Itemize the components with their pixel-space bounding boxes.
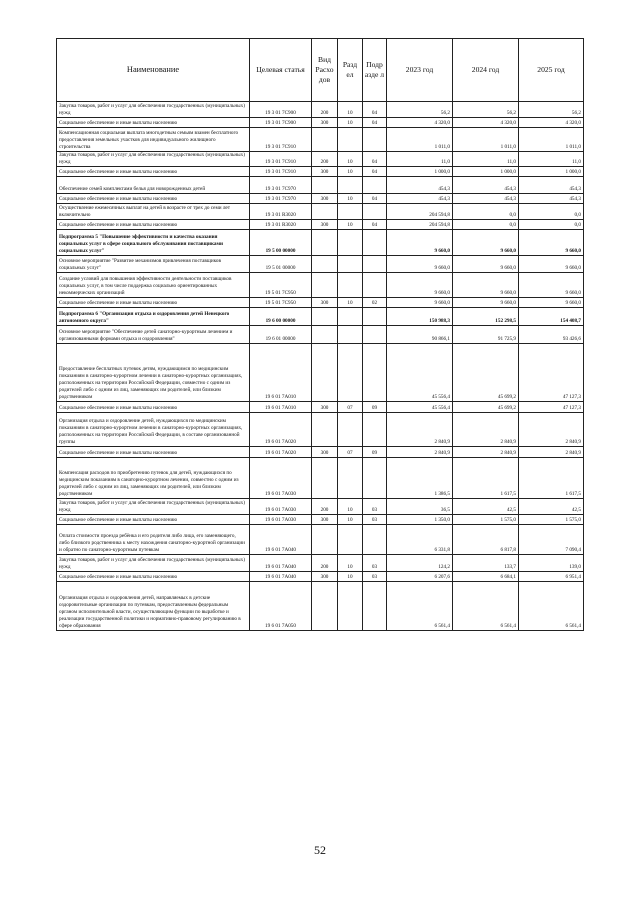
- cell-y2023: 204 594,8: [387, 204, 453, 220]
- cell-y2025: 139,0: [519, 555, 584, 572]
- table-row: [57, 230, 584, 256]
- table-row: [57, 256, 584, 273]
- cell-name: Основное мероприятие "Обеспечение детей санаторно-курортным лечением и организованными формами отдыха и оздоровления": [57, 326, 250, 344]
- cell-code: 19 3 01 7С910: [250, 152, 312, 167]
- cell-name: Закупка товаров, работ и услуг для обеспечения государственных (муниципальных) нужд: [57, 102, 250, 118]
- cell-code: 19 6 01 7А030: [250, 499, 312, 515]
- cell-podr: 03: [363, 499, 387, 515]
- cell-y2024: 4 320,0: [453, 118, 519, 128]
- header-2023: 2023 год: [387, 39, 453, 102]
- cell-y2023: 6 561,4: [387, 582, 453, 631]
- cell-y2023: 124,2: [387, 555, 453, 572]
- cell-vid: 200: [312, 555, 338, 572]
- cell-name: Социальное обеспечение и иные выплаты населению: [57, 402, 250, 413]
- cell-y2024: 454,3: [453, 194, 519, 204]
- cell-vid: [312, 128, 338, 152]
- cell-code: 19 3 01 7С900: [250, 102, 312, 118]
- cell-vid: [312, 413, 338, 447]
- cell-y2025: 1 617,5: [519, 458, 584, 499]
- cell-code: 19 5 01 7С950: [250, 273, 312, 298]
- cell-name: Организация отдыха и оздоровление детей, нуждающихся по медицинским показаниям в санаторно-курортном лечении в санаторно-курортных организациях, расположенных на территории Российской Федерации, в составе организованной группы: [57, 413, 250, 447]
- table-row: [57, 447, 584, 458]
- cell-name: Подпрограмма 5 "Повышение эффективности и качества оказания социальных услуг в сфере социального обслуживания поставщиками социальных услуг": [57, 230, 250, 256]
- cell-code: 19 6 01 7А040: [250, 525, 312, 555]
- cell-razd: 10: [338, 118, 363, 128]
- cell-name: Осуществление ежемесячных выплат на детей в возрасте от трех до семи лет включительно: [57, 204, 250, 220]
- table-row: [57, 458, 584, 499]
- cell-y2024: 1 011,0: [453, 128, 519, 152]
- cell-podr: [363, 582, 387, 631]
- cell-y2024: 152 298,5: [453, 308, 519, 326]
- cell-name: Основное мероприятие "Развитие механизмов привлечения поставщиков социальных услуг": [57, 256, 250, 273]
- cell-razd: [338, 128, 363, 152]
- cell-y2025: 1 000,0: [519, 167, 584, 177]
- cell-y2025: 11,0: [519, 152, 584, 167]
- cell-code: 19 5 01 00000: [250, 256, 312, 273]
- cell-podr: 04: [363, 152, 387, 167]
- cell-y2023: 90 866,1: [387, 326, 453, 344]
- table-row: [57, 177, 584, 194]
- cell-razd: [338, 256, 363, 273]
- header-2024: 2024 год: [453, 39, 519, 102]
- cell-y2023: 1 350,0: [387, 515, 453, 525]
- cell-y2023: 454,3: [387, 177, 453, 194]
- cell-y2025: 0,0: [519, 204, 584, 220]
- cell-y2024: 6 817,8: [453, 525, 519, 555]
- cell-y2025: 47 127,3: [519, 402, 584, 413]
- cell-podr: 04: [363, 194, 387, 204]
- cell-y2023: 6 207,6: [387, 572, 453, 582]
- cell-code: 19 6 01 7А040: [250, 572, 312, 582]
- header-2025: 2025 год: [519, 39, 584, 102]
- cell-vid: [312, 458, 338, 499]
- cell-y2024: 42,5: [453, 499, 519, 515]
- table-row: [57, 167, 584, 177]
- cell-vid: 300: [312, 118, 338, 128]
- cell-podr: 02: [363, 298, 387, 308]
- cell-code: 19 3 01 R3020: [250, 220, 312, 230]
- cell-name: Организация отдыха и оздоровления детей, направляемых в детские оздоровительные организации по путевкам, предоставленным федеральным органом исполнительной власти, осуществляющим функции по выработке и реализации государственной политики и нормативно-правовому регулированию в сфере образования: [57, 582, 250, 631]
- table-header-row: [57, 39, 584, 102]
- table-row: [57, 555, 584, 572]
- cell-razd: [338, 458, 363, 499]
- cell-y2024: 9 660,0: [453, 256, 519, 273]
- cell-code: 19 6 01 7А010: [250, 344, 312, 402]
- cell-name: Подпрограмма 6 "Организация отдыха и оздоровления детей Ненецкого автономного округа": [57, 308, 250, 326]
- cell-y2025: 7 090,4: [519, 525, 584, 555]
- cell-razd: [338, 204, 363, 220]
- cell-y2023: 2 840,9: [387, 447, 453, 458]
- cell-name: Социальное обеспечение и иные выплаты населению: [57, 515, 250, 525]
- cell-vid: [312, 525, 338, 555]
- cell-code: 19 6 01 7А020: [250, 447, 312, 458]
- cell-razd: [338, 525, 363, 555]
- cell-y2024: 11,0: [453, 152, 519, 167]
- cell-y2024: 6 684,1: [453, 572, 519, 582]
- cell-vid: 200: [312, 499, 338, 515]
- cell-vid: 300: [312, 298, 338, 308]
- cell-vid: 300: [312, 167, 338, 177]
- cell-razd: 10: [338, 167, 363, 177]
- cell-y2025: 9 660,0: [519, 230, 584, 256]
- cell-y2025: 93 426,6: [519, 326, 584, 344]
- cell-vid: [312, 326, 338, 344]
- cell-y2024: 1 617,5: [453, 458, 519, 499]
- cell-y2024: 56,2: [453, 102, 519, 118]
- cell-razd: [338, 177, 363, 194]
- cell-y2024: 9 660,0: [453, 273, 519, 298]
- cell-y2024: 91 725,9: [453, 326, 519, 344]
- cell-y2025: 2 840,9: [519, 447, 584, 458]
- cell-podr: [363, 458, 387, 499]
- cell-y2023: 11,0: [387, 152, 453, 167]
- table-row: [57, 326, 584, 344]
- cell-y2023: 1 000,0: [387, 167, 453, 177]
- cell-razd: 10: [338, 220, 363, 230]
- table-body: [57, 102, 584, 631]
- cell-y2025: 454,3: [519, 194, 584, 204]
- header-name: Наименование: [57, 39, 250, 102]
- cell-name: Социальное обеспечение и иные выплаты населению: [57, 298, 250, 308]
- cell-razd: 07: [338, 402, 363, 413]
- cell-razd: 10: [338, 572, 363, 582]
- cell-code: 19 5 00 00000: [250, 230, 312, 256]
- cell-code: 19 6 01 7А040: [250, 555, 312, 572]
- cell-code: 19 6 01 7А030: [250, 458, 312, 499]
- cell-code: 19 6 01 7А010: [250, 402, 312, 413]
- cell-y2023: 150 988,3: [387, 308, 453, 326]
- cell-vid: 300: [312, 194, 338, 204]
- cell-podr: 04: [363, 167, 387, 177]
- cell-y2024: 454,3: [453, 177, 519, 194]
- cell-y2025: 9 660,0: [519, 298, 584, 308]
- cell-y2024: 2 840,9: [453, 413, 519, 447]
- cell-y2024: 9 660,0: [453, 298, 519, 308]
- cell-name: Обеспечение семей комплектами белья для новорожденных детей: [57, 177, 250, 194]
- cell-podr: [363, 204, 387, 220]
- cell-vid: 300: [312, 515, 338, 525]
- cell-razd: 10: [338, 102, 363, 118]
- cell-vid: [312, 177, 338, 194]
- cell-podr: 04: [363, 118, 387, 128]
- cell-y2025: 1 575,0: [519, 515, 584, 525]
- cell-vid: [312, 204, 338, 220]
- cell-vid: 300: [312, 572, 338, 582]
- table-row: [57, 220, 584, 230]
- cell-code: 19 6 01 7А030: [250, 515, 312, 525]
- cell-podr: 09: [363, 447, 387, 458]
- cell-podr: [363, 273, 387, 298]
- table-row: [57, 298, 584, 308]
- cell-y2023: 1 386,5: [387, 458, 453, 499]
- cell-y2023: 2 840,9: [387, 413, 453, 447]
- cell-razd: 10: [338, 555, 363, 572]
- cell-razd: [338, 230, 363, 256]
- cell-y2025: 2 840,9: [519, 413, 584, 447]
- cell-razd: 10: [338, 515, 363, 525]
- cell-name: Предоставление бесплатных путевок детям, нуждающимся по медицинским показаниям в санаторно-курортном лечении в санаторно-курортных организациях, расположенных на территории Российской Федерации, совместно с одним из родителей либо с одним из лиц, заменяющих им родителей, или близким родственником: [57, 344, 250, 402]
- cell-vid: [312, 230, 338, 256]
- cell-y2024: 0,0: [453, 204, 519, 220]
- cell-name: Закупка товаров, работ и услуг для обеспечения государственных (муниципальных) нужд: [57, 499, 250, 515]
- cell-y2024: 45 699,2: [453, 344, 519, 402]
- cell-vid: [312, 344, 338, 402]
- table-row: [57, 344, 584, 402]
- cell-code: 19 3 01 7С900: [250, 118, 312, 128]
- table-row: [57, 515, 584, 525]
- cell-y2025: 154 408,7: [519, 308, 584, 326]
- cell-y2023: 204 594,8: [387, 220, 453, 230]
- cell-razd: 10: [338, 499, 363, 515]
- cell-podr: [363, 230, 387, 256]
- table-row: [57, 413, 584, 447]
- cell-code: 19 6 01 7А050: [250, 582, 312, 631]
- cell-y2025: 47 127,3: [519, 344, 584, 402]
- cell-y2023: 4 320,0: [387, 118, 453, 128]
- cell-podr: [363, 308, 387, 326]
- cell-name: Социальное обеспечение и иные выплаты населению: [57, 220, 250, 230]
- cell-y2024: 1 000,0: [453, 167, 519, 177]
- cell-podr: [363, 344, 387, 402]
- cell-podr: [363, 256, 387, 273]
- cell-name: Создание условий для повышения эффективности деятельности поставщиков социальных услуг, в том числе поддержка социально ориентированных некоммерческих организаций: [57, 273, 250, 298]
- cell-code: 19 3 01 7С970: [250, 194, 312, 204]
- cell-razd: [338, 308, 363, 326]
- header-code: Целевая статья: [250, 39, 312, 102]
- cell-y2025: 6 561,4: [519, 582, 584, 631]
- cell-y2023: 454,3: [387, 194, 453, 204]
- table-row: [57, 572, 584, 582]
- cell-y2025: 0,0: [519, 220, 584, 230]
- cell-razd: [338, 273, 363, 298]
- header-podr: Подр азде л: [363, 39, 387, 102]
- cell-code: 19 5 01 7С950: [250, 298, 312, 308]
- page-number: 52: [314, 843, 326, 857]
- cell-y2025: 6 951,4: [519, 572, 584, 582]
- cell-name: Компенсационная социальная выплата многодетным семьям взамен бесплатного предоставления земельных участков для индивидуального жилищного строительства: [57, 128, 250, 152]
- cell-name: Оплата стоимости проезда ребёнка и его родителя либо лица, его заменяющего, либо близкого родственника к месту нахождения санаторно-курортной организации и обратно по санаторно-курортным путевкам: [57, 525, 250, 555]
- header-razd: Разд ел: [338, 39, 363, 102]
- cell-code: 19 3 01 7С970: [250, 177, 312, 194]
- cell-y2023: 9 660,0: [387, 256, 453, 273]
- cell-y2025: 454,3: [519, 177, 584, 194]
- cell-y2023: 36,5: [387, 499, 453, 515]
- cell-name: Социальное обеспечение и иные выплаты населению: [57, 118, 250, 128]
- cell-podr: [363, 525, 387, 555]
- cell-y2025: 56,2: [519, 102, 584, 118]
- cell-y2023: 9 660,0: [387, 230, 453, 256]
- cell-y2024: 2 840,9: [453, 447, 519, 458]
- cell-y2025: 4 320,0: [519, 118, 584, 128]
- cell-vid: 300: [312, 402, 338, 413]
- cell-razd: 07: [338, 447, 363, 458]
- table-row: [57, 118, 584, 128]
- cell-y2024: 9 660,0: [453, 230, 519, 256]
- cell-razd: 10: [338, 298, 363, 308]
- cell-razd: 10: [338, 194, 363, 204]
- table-row: [57, 194, 584, 204]
- cell-vid: [312, 256, 338, 273]
- cell-y2023: 45 556,4: [387, 402, 453, 413]
- cell-name: Социальное обеспечение и иные выплаты населению: [57, 572, 250, 582]
- cell-name: Компенсация расходов по приобретению путевок для детей, нуждающихся по медицинским показаниям в санаторно-курортном лечении, совместно с одним из родителей либо с одним из лиц, заменяющих им родителей, или близким родственником: [57, 458, 250, 499]
- cell-y2023: 1 011,0: [387, 128, 453, 152]
- header-vid: Вид Расхо дов: [312, 39, 338, 102]
- cell-vid: 300: [312, 220, 338, 230]
- cell-podr: 03: [363, 515, 387, 525]
- cell-podr: 04: [363, 102, 387, 118]
- table-row: [57, 499, 584, 515]
- table-row: [57, 582, 584, 631]
- cell-podr: 04: [363, 220, 387, 230]
- cell-y2024: 1 575,0: [453, 515, 519, 525]
- table-row: [57, 204, 584, 220]
- table-row: [57, 128, 584, 152]
- table-row: [57, 102, 584, 118]
- cell-razd: [338, 582, 363, 631]
- cell-vid: [312, 308, 338, 326]
- cell-podr: 09: [363, 402, 387, 413]
- cell-podr: [363, 326, 387, 344]
- cell-vid: 200: [312, 152, 338, 167]
- table-row: [57, 402, 584, 413]
- cell-y2023: 6 331,8: [387, 525, 453, 555]
- cell-podr: [363, 128, 387, 152]
- cell-razd: [338, 326, 363, 344]
- cell-y2023: 9 660,0: [387, 273, 453, 298]
- cell-code: 19 6 01 00000: [250, 326, 312, 344]
- cell-code: 19 3 01 7С910: [250, 128, 312, 152]
- cell-y2025: 9 660,0: [519, 256, 584, 273]
- cell-y2024: 45 699,2: [453, 402, 519, 413]
- table-row: [57, 152, 584, 167]
- cell-vid: [312, 582, 338, 631]
- cell-podr: 03: [363, 555, 387, 572]
- cell-podr: [363, 413, 387, 447]
- table-row: [57, 525, 584, 555]
- cell-vid: 200: [312, 102, 338, 118]
- cell-y2024: 0,0: [453, 220, 519, 230]
- cell-y2023: 56,2: [387, 102, 453, 118]
- table-row: [57, 273, 584, 298]
- cell-name: Закупка товаров, работ и услуг для обеспечения государственных (муниципальных) нужд: [57, 555, 250, 572]
- cell-code: 19 6 00 00000: [250, 308, 312, 326]
- cell-y2025: 9 660,0: [519, 273, 584, 298]
- cell-razd: [338, 413, 363, 447]
- cell-y2023: 45 556,4: [387, 344, 453, 402]
- cell-razd: 10: [338, 152, 363, 167]
- cell-vid: 300: [312, 447, 338, 458]
- cell-podr: 03: [363, 572, 387, 582]
- cell-code: 19 6 01 7А020: [250, 413, 312, 447]
- cell-vid: [312, 273, 338, 298]
- cell-razd: [338, 344, 363, 402]
- cell-y2024: 133,7: [453, 555, 519, 572]
- cell-name: Социальное обеспечение и иные выплаты населению: [57, 447, 250, 458]
- budget-table: [56, 38, 584, 631]
- cell-name: Социальное обеспечение и иные выплаты населению: [57, 194, 250, 204]
- cell-y2025: 42,5: [519, 499, 584, 515]
- cell-code: 19 3 01 R3020: [250, 204, 312, 220]
- cell-code: 19 3 01 7С910: [250, 167, 312, 177]
- cell-y2025: 1 011,0: [519, 128, 584, 152]
- cell-podr: [363, 177, 387, 194]
- cell-name: Закупка товаров, работ и услуг для обеспечения государственных (муниципальных) нужд: [57, 152, 250, 167]
- cell-name: Социальное обеспечение и иные выплаты населению: [57, 167, 250, 177]
- cell-y2023: 9 660,0: [387, 298, 453, 308]
- table-row: [57, 308, 584, 326]
- cell-y2024: 6 561,4: [453, 582, 519, 631]
